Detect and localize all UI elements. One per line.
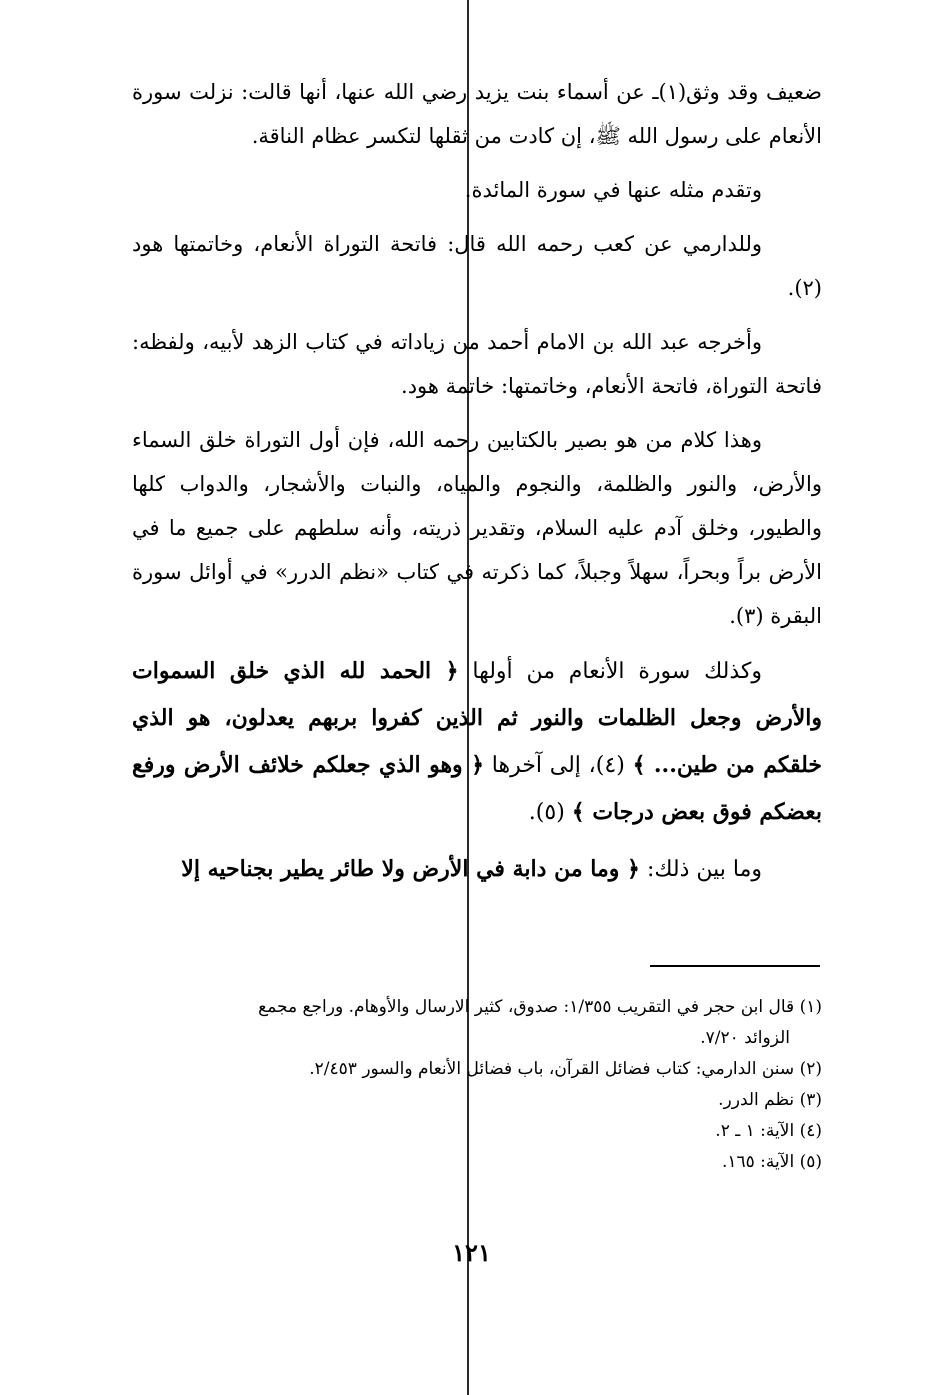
footnote-2: (٢) سنن الدارمي: كتاب فضائل القرآن، باب فضائل الأنعام والسور ٢/٤٥٣. xyxy=(309,1059,822,1079)
footnote-4: (٤) الآية: ١ ـ ٢. xyxy=(715,1121,822,1141)
paragraph-3: وللدارمي عن كعب رحمه الله قال: فاتحة التوراة الأنعام، وخاتمتها هود (٢). xyxy=(132,232,822,300)
footnote-1-text: (١) قال ابن حجر في التقريب ١/٣٥٥: صدوق، كثير الارسال والأوهام. وراجع مجمع xyxy=(258,997,822,1017)
quran-verse-opening: ﴿ الحمد لله الذي خلق السموات والأرض وجعل الظلمات والنور ثم الذين كفروا بربهم يعدلون، هو الذي خلقكم من طين... ﴾ xyxy=(132,658,822,778)
paragraph-6-intro: وكذلك سورة الأنعام من أولها xyxy=(472,659,762,684)
main-text xyxy=(132,70,822,903)
paragraph-7-intro: وما بين ذلك: xyxy=(646,857,762,882)
footnote-1 xyxy=(132,992,822,1054)
footnotes xyxy=(132,992,822,1178)
paragraph-1: ضعيف وقد وثق(١)ـ عن أسماء بنت يزيد رضي الله عنها، أنها قالت: نزلت سورة الأنعام على رسول الله ﷺ، إن كادت من ثقلها لتكسر عظام الناقة. xyxy=(132,80,822,148)
footnote-3: (٣) نظم الدرر. xyxy=(718,1090,822,1110)
footnote-ref-4: (٤)، إلى آخرها xyxy=(491,753,625,778)
paragraph-5: وهذا كلام من هو بصير بالكتابين رحمه الله، فإن أول التوراة خلق السماء والأرض، والنور والظلمة، والنجوم والمياه، والنبات والأشجار، والدواب كلها والطيور، وخلق آدم عليه السلام، وتقدير ذريته، وأنه سلطهم على جميع ما في الأرض براً وبحراً، سهلاً وجبلاً، كما ذكرته في كتاب «نظم الدرر» في أوائل سورة البقرة (٣). xyxy=(132,428,822,628)
paragraph-6 xyxy=(132,648,822,836)
quran-verse-between: ﴿ وما من دابة في الأرض ولا طائر يطير بجناحيه إلا xyxy=(181,856,640,882)
footnote-5: (٥) الآية: ١٦٥. xyxy=(721,1152,822,1172)
paragraph-2: وتقدم مثله عنها في سورة المائدة. xyxy=(464,178,762,202)
page-number: ١٢١ xyxy=(452,1238,491,1267)
quran-verse-closing: ﴿ وهو الذي جعلكم خلائف الأرض ورفع بعضكم فوق بعض درجات ﴾ xyxy=(132,752,822,825)
paragraph-7 xyxy=(132,846,822,893)
paragraph-4: وأخرجه عبد الله بن الامام أحمد من زياداته في كتاب الزهد لأبيه، ولفظه: فاتحة التوراة، فاتحة الأنعام، وخاتمتها: خاتمة هود. xyxy=(132,330,822,398)
footnote-ref-5: (٥). xyxy=(528,800,565,825)
footnote-separator xyxy=(650,965,820,967)
footnote-1-continuation: الزوائد ٧/٢٠. xyxy=(700,1028,790,1048)
